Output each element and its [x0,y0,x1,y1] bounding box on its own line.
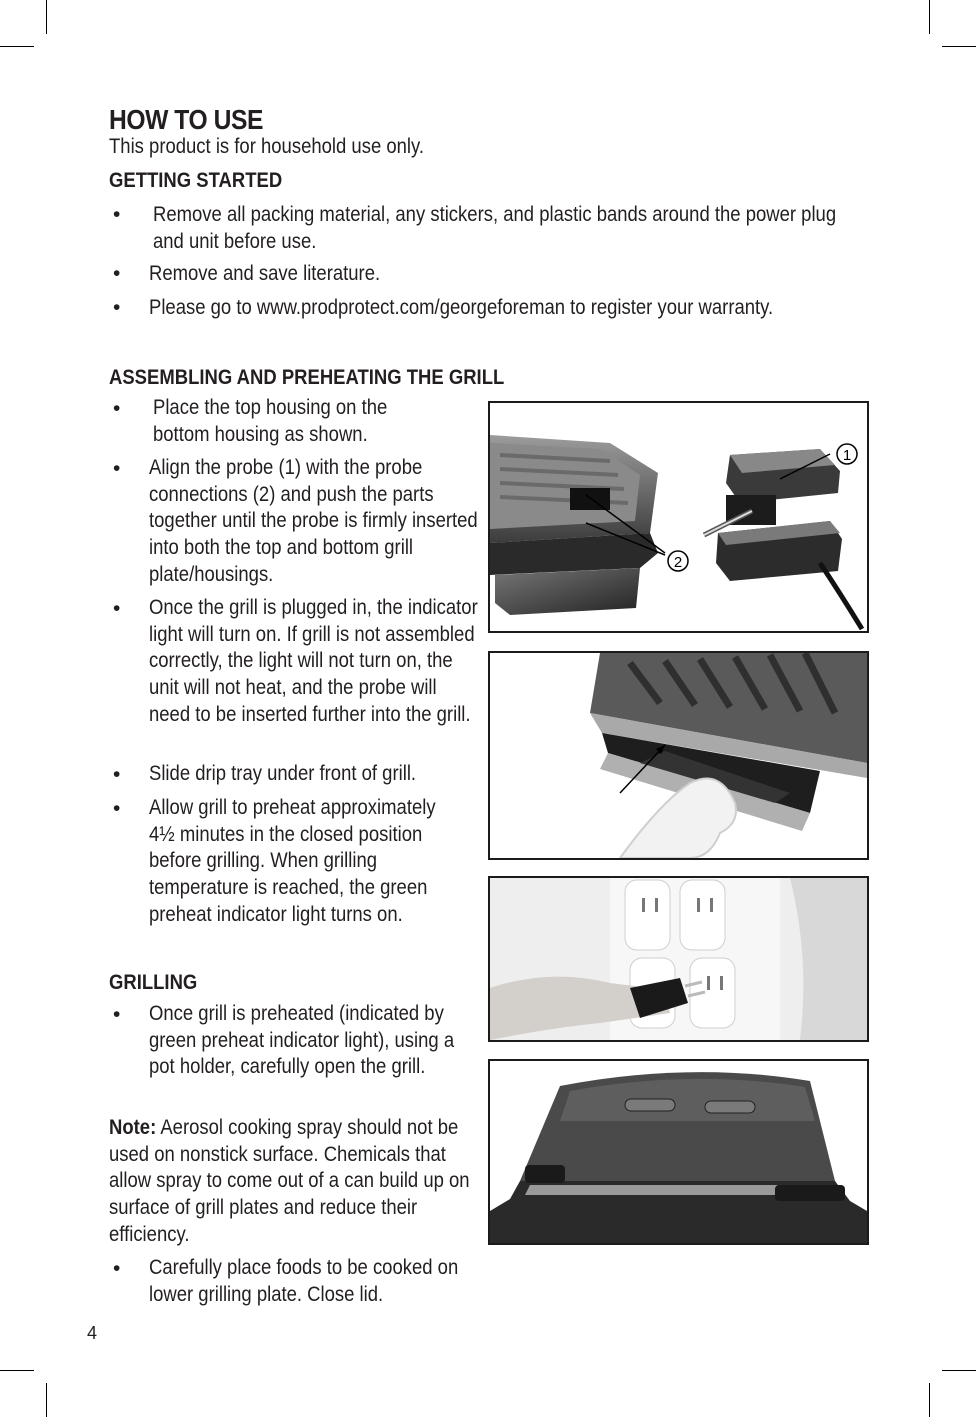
callout-1: 1 [842,447,852,464]
crop-mark [942,46,976,47]
list-item: Once the grill is plugged in, the indicator light will turn on. If grill is not assembled correctly, the light will not turn on, the unit will not heat, and the probe will need to be inserted further into the grill. [149,596,478,726]
bullet-icon: • [113,797,121,820]
list-item: Allow grill to preheat approximately 4½ minutes in the closed position before grilling. When grilling temperature is reached, the green preheat indicator light turns on. [149,796,436,926]
bullet-icon: • [113,296,121,319]
page-title: HOW TO USE [109,104,263,135]
section-heading-assembling: ASSEMBLING AND PREHEATING THE GRILL [109,366,505,389]
bullet-icon: • [113,1257,121,1280]
figure-plug-outlet [488,876,869,1042]
note-label: Note: [109,1116,157,1139]
page-number: 4 [87,1323,98,1343]
figure-open-lid [488,1059,869,1245]
crop-mark [46,1383,47,1417]
note-paragraph [109,1115,479,1249]
list-item: Remove all packing material, any stickers, and plastic bands around the power plug and unit before use. [153,203,837,253]
crop-mark [929,0,930,34]
list-item: Place the top housing on the bottom housing as shown. [153,396,388,446]
intro-text: This product is for household use only. [109,135,425,158]
crop-mark [0,46,34,47]
bullet-icon: • [113,597,121,620]
section-heading-grilling: GRILLING [109,971,198,994]
list-item: Once grill is preheated (indicated by green preheat indicator light), using a pot holder, carefully open the grill. [149,1002,455,1079]
list-item: Align the probe (1) with the probe connections (2) and push the parts together until the probe is firmly inserted into both the top and bottom grill plate/housings. [149,456,478,586]
bullet-icon: • [113,262,121,285]
note-text: Aerosol cooking spray should not be used on nonstick surface. Chemicals that allow spray to come out of a can build up on surface of grill plates and reduce their efficiency. [109,1116,470,1246]
bullet-icon: • [113,1003,121,1026]
list-item: Remove and save literature. [149,262,381,285]
crop-mark [46,0,47,34]
list-item: Carefully place foods to be cooked on lower grilling plate. Close lid. [149,1256,459,1306]
crop-mark [942,1370,976,1371]
list-item: Slide drip tray under front of grill. [149,762,417,785]
figure-probe-assembly [488,401,869,633]
bullet-icon: • [113,457,121,480]
bullet-icon: • [113,397,121,420]
bullet-icon: • [113,763,121,786]
callout-2: 2 [673,554,683,571]
bullet-icon: • [113,203,121,226]
crop-mark [929,1383,930,1417]
crop-mark [0,1370,34,1371]
section-heading-getting-started: GETTING STARTED [109,169,283,192]
list-item: Please go to www.prodprotect.com/georgeforeman to register your warranty. [149,296,774,319]
figure-drip-tray [488,651,869,860]
